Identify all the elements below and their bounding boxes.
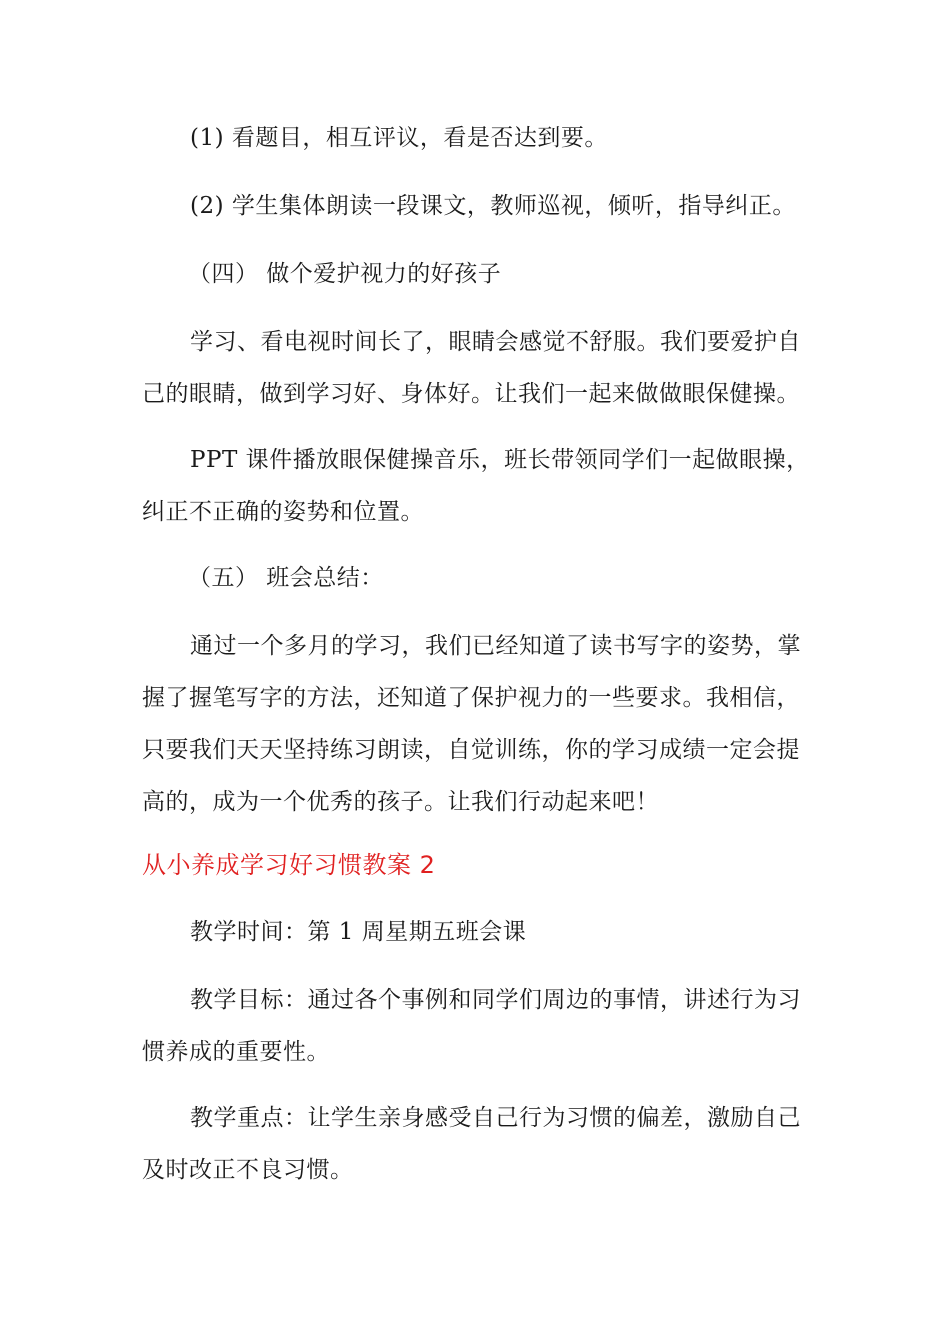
paragraph-line: 握了握笔写字的方法，还知道了保护视力的一些要求。我相信， [142, 685, 800, 711]
section-title-five: （五） 班会总结： [188, 565, 384, 591]
paragraph-line: (1) 看题目，相互评议，看是否达到要。 [190, 125, 608, 151]
paragraph-line: 只要我们天天坚持练习朗读，自觉训练，你的学习成绩一定会提 [142, 737, 800, 763]
paragraph-line: 通过一个多月的学习，我们已经知道了读书写字的姿势，掌 [190, 633, 801, 659]
paragraph-line: 纠正不正确的姿势和位置。 [142, 499, 424, 525]
paragraph-line: 教学重点：让学生亲身感受自己行为习惯的偏差，激励自己 [190, 1105, 801, 1131]
paragraph-line: 己的眼睛，做到学习好、身体好。让我们一起来做做眼保健操。 [142, 381, 800, 407]
paragraph-line: 教学时间：第 1 周星期五班会课 [190, 919, 527, 945]
paragraph-line: 学习、看电视时间长了，眼睛会感觉不舒服。我们要爱护自 [190, 329, 801, 355]
paragraph-line: (2) 学生集体朗读一段课文，教师巡视，倾听，指导纠正。 [190, 193, 796, 219]
section-title-four: （四） 做个爱护视力的好孩子 [188, 261, 502, 287]
paragraph-line: 高的，成为一个优秀的孩子。让我们行动起来吧！ [142, 789, 659, 815]
paragraph-line: 及时改正不良习惯。 [142, 1157, 354, 1183]
paragraph-line: 惯养成的重要性。 [142, 1039, 330, 1065]
paragraph-line: 教学目标：通过各个事例和同学们周边的事情，讲述行为习 [190, 987, 801, 1013]
paragraph-line: PPT 课件播放眼保健操音乐，班长带领同学们一起做眼操， [190, 447, 810, 473]
lesson-plan-heading: 从小养成学习好习惯教案 2 [142, 851, 436, 879]
